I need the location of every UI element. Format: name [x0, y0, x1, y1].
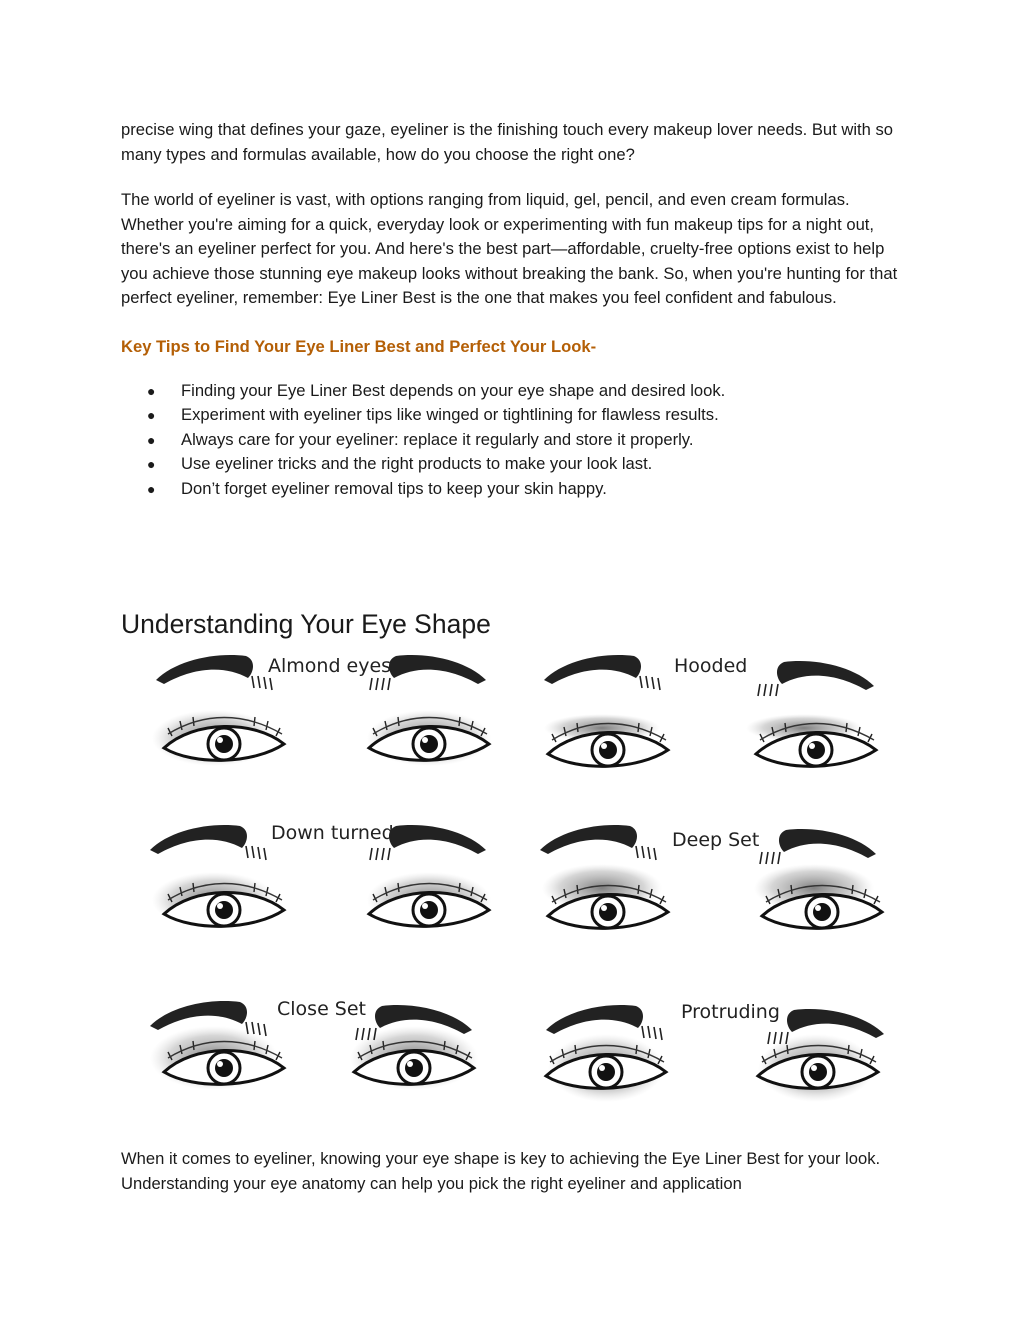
eye-shape-label: Protruding — [681, 1001, 780, 1023]
tips-heading: Key Tips to Find Your Eye Liner Best and Perfect Your Look- — [121, 336, 597, 356]
eye-shape-protruding — [546, 1001, 884, 1102]
eye-shape-label: Hooded — [674, 655, 748, 677]
eye-shape-hooded — [544, 655, 876, 766]
list-item: ● Don’t forget eyeliner removal tips to keep your skin happy. — [121, 477, 911, 502]
bullet-icon: ● — [147, 407, 156, 423]
eye-shape-label: Almond eyes — [268, 655, 392, 677]
section-heading: Understanding Your Eye Shape — [121, 609, 491, 639]
bullet-icon: ● — [147, 431, 156, 448]
bullet-icon: ● — [147, 382, 156, 399]
list-item: ● Use eyeliner tricks and the right products to make your look last. — [121, 452, 911, 477]
intro-paragraph: precise wing that defines your gaze, eyeliner is the finishing touch every makeup lover needs. But with so many types and formulas available, how do you choose the right one? — [121, 120, 894, 164]
list-item: ● Finding your Eye Liner Best depends on your eye shape and desired look. — [121, 379, 911, 404]
document-body — [121, 118, 911, 501]
bullet-icon: ● — [147, 480, 156, 497]
eye-shape-deep-set — [540, 825, 882, 928]
list-item: ● Always care for your eyeliner: replace it regularly and store it properly. — [121, 428, 911, 453]
eye-shape-almond — [152, 655, 491, 766]
eye-shape-label: Deep Set — [672, 829, 760, 851]
eye-shape-down-turned — [150, 822, 491, 928]
eye-shape-label: Close Set — [277, 998, 366, 1020]
eye-shapes-illustration — [144, 648, 906, 1124]
bullet-icon: ● — [147, 456, 156, 472]
eye-shape-label: Down turned — [271, 822, 394, 844]
list-item: ● Experiment with eyeliner tips like winged or tightlining for flawless results. — [121, 403, 911, 428]
tips-list — [121, 379, 911, 502]
eye-shape-close-set — [150, 998, 478, 1090]
eyeliner-overview-paragraph: The world of eyeliner is vast, with options ranging from liquid, gel, pencil, and even cream formulas. Whether you're aiming for a quick, everyday look or experimenting with fun makeup tips for a night out, there's an eyeliner perfect for you. And here's the best part—affordable, cruelty-free options exist to help you achieve those stunning eye makeup looks without breaking the bank. So, when you're hunting for that perfect eyeliner, remember: Eye Liner Best is the one that makes you feel confident and fabulous. — [121, 190, 898, 307]
eye-shape-paragraph: When it comes to eyeliner, knowing your eye shape is key to achieving the Eye Liner Best for your look. Understanding your eye anatomy can help you pick the right eyeliner and application — [121, 1149, 881, 1193]
